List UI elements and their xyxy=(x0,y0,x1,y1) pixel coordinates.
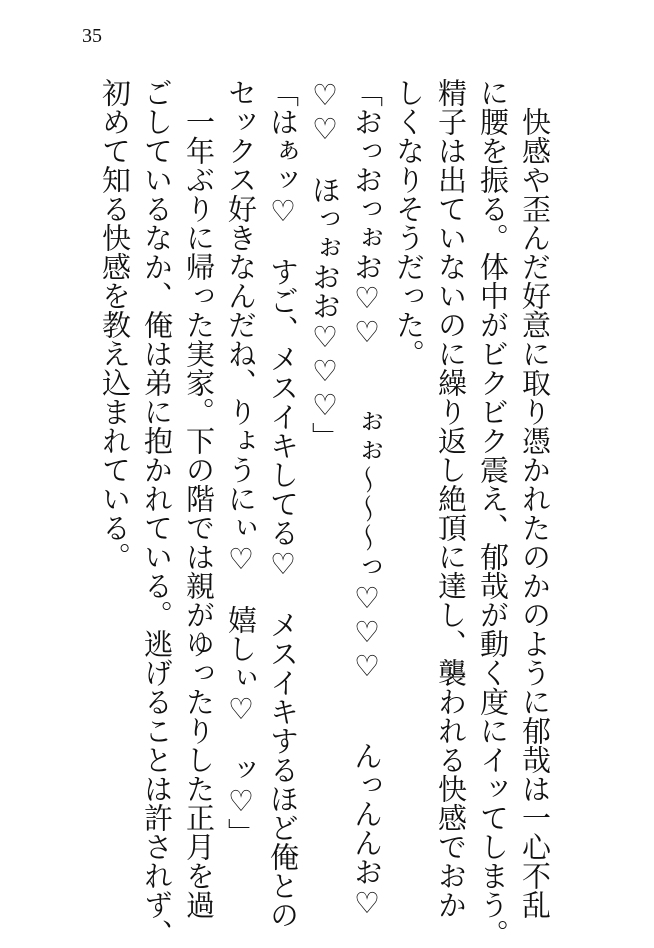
text-line: ♡♡ ほっぉおお♡♡♡」 xyxy=(308,78,342,451)
text-line: ごしているなか、俺は弟に抱かれている。逃げることは許されず、 xyxy=(140,78,174,948)
vertical-body-text xyxy=(94,78,556,948)
text-line: 一年ぶりに帰った実家。下の階では親がゆったりした正月を過 xyxy=(182,78,216,919)
page-number: 35 xyxy=(82,25,102,47)
text-line: 「はぁッ♡ すご、メスイキしてる♡ メスイキするほど俺との xyxy=(266,78,300,929)
text-line: 初めて知る快感を教え込まれている。 xyxy=(98,78,132,571)
text-line: 快感や歪んだ好意に取り憑かれたのかのように郁哉は一心不乱 xyxy=(518,78,552,919)
text-line: しくなりそうだった。 xyxy=(392,78,426,368)
text-line: 精子は出ていないのに繰り返し絶頂に達し、襲われる快感でおか xyxy=(434,78,468,919)
text-line: に腰を振る。体中がビクビク震え、郁哉が動く度にイッてしまう。 xyxy=(476,78,510,948)
text-line: 「おっおっぉお♡♡ ぉぉ〜〜〜っ♡♡♡ んっんんお♡ xyxy=(350,78,384,920)
text-line: セックス好きなんだね、りょうにぃ♡ 嬉しぃ♡ ッ♡」 xyxy=(224,78,258,847)
